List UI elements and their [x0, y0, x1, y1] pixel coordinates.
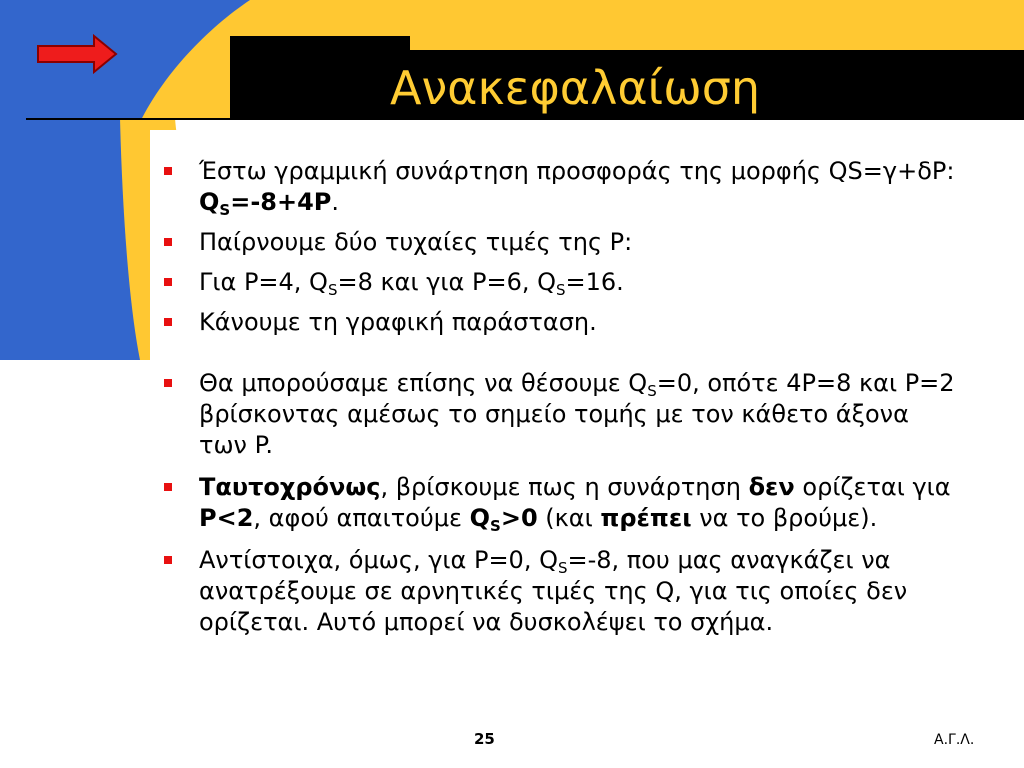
- page-number: 25: [474, 730, 495, 748]
- author-initials: Α.Γ.Λ.: [934, 732, 975, 748]
- square-bullet-icon: [164, 556, 172, 564]
- square-bullet-icon: [164, 379, 172, 387]
- square-bullet-icon: [164, 318, 172, 326]
- bullet-item: Ταυτοχρόνως, βρίσκουμε πως η συνάρτηση δεν ορίζεται για P<2, αφού απαιτούμε $Q_S>0$ (και πρέπει να το βρούμε).: [163, 472, 963, 534]
- bullet-list: [163, 156, 963, 647]
- bullet-item: Θα μπορούσαμε επίσης να θέσουμε $Q_S=0$, οπότε 4P=8 και P=2 βρίσκοντας αμέσως το σημείο τομής με τον κάθετο άξονα των P.: [163, 368, 963, 461]
- bullet-item: Για P=4, $Q_S=8$ και για P=6, $Q_S=16$.: [163, 267, 963, 298]
- square-bullet-icon: [164, 238, 172, 246]
- bullet-item: Αντίστοιχα, όμως, για P=0, $Q_S=-8$, που μας αναγκάζει να ανατρέξουμε σε αρνητικές τιμές της Q, για τις οποίες δεν ορίζεται. Αυτό μπορεί να δυσκολέψει το σχήμα.: [163, 545, 963, 638]
- slide-title: Ανακεφαλαίωση: [390, 61, 761, 115]
- right-arrow-icon[interactable]: [36, 34, 118, 74]
- bullet-item: Έστω γραμμική συνάρτηση προσφοράς της μορφής QS=γ+δP: $Q_S=-8+4P$.: [163, 156, 963, 218]
- bullet-item: Παίρνουμε δύο τυχαίες τιμές της P:: [163, 227, 963, 258]
- square-bullet-icon: [164, 483, 172, 491]
- square-bullet-icon: [164, 167, 172, 175]
- square-bullet-icon: [164, 278, 172, 286]
- bullet-item: Κάνουμε τη γραφική παράσταση.: [163, 307, 963, 338]
